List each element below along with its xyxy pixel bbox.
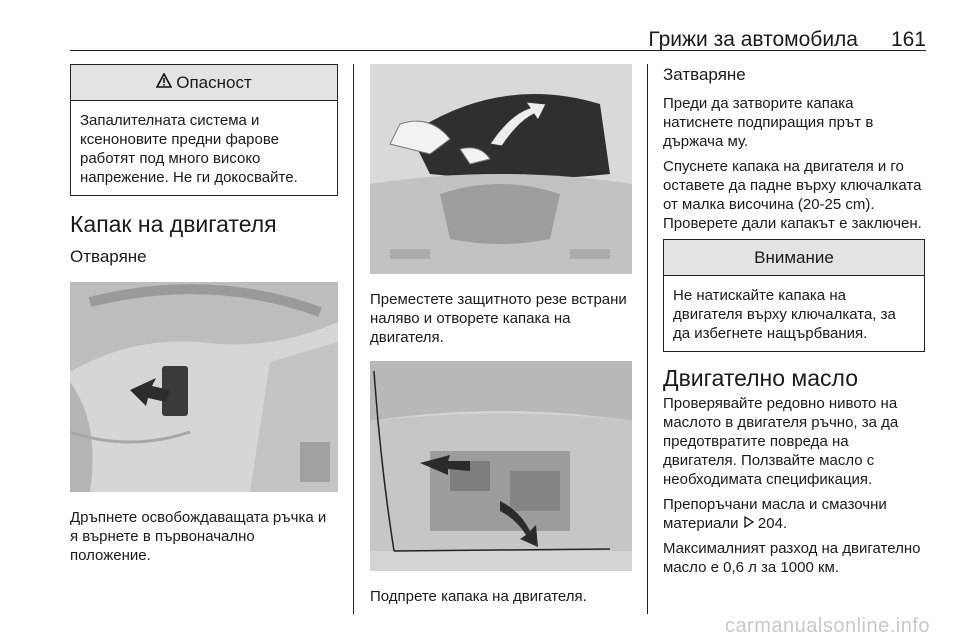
oil-page-reference[interactable]: 204. [757,515,788,532]
danger-box [70,64,338,196]
watermark: carmanualsonline.info [724,615,930,637]
closing-paragraph-1: Преди да затворите капака натиснете подпиращия прът в държача му. [663,95,874,150]
notice-title: Внимание [754,247,834,267]
hood-opening-illustration [370,64,632,274]
page-number: 161 [890,28,926,51]
caption-release-lever: Дръпнете освобождаващата ръчка и я върнете в първоначално положение. [70,509,327,564]
closing-paragraph-2: Спуснете капака на двигателя и го оставете да падне върху ключалката от малка височина (20-25 cm). Проверете дали капакът е заключен. [663,158,922,232]
caption-support-hood: Подпрете капака на двигателя. [370,588,587,605]
oil-paragraph-2-text: Препоръчани масла и смазочни материали [663,496,887,532]
page-reference-icon [743,514,754,533]
column-3 [663,64,925,577]
column-2 [370,64,632,606]
column-1 [70,64,338,565]
hood-support-illustration [370,361,632,571]
caption-open-hood: Преместете защитното резе встрани наляво и отворете капака на двигателя. [370,291,627,346]
notice-text: Не натискайте капака на двигателя върху ключалката, за да избегнете нащърбвания. [673,287,896,342]
page-header [70,14,926,51]
oil-paragraph-2 [663,495,925,533]
oil-paragraph-3: Максималният разход на двигателно масло е 0,6 л за 1000 км. [663,540,921,576]
column-divider [353,64,354,614]
danger-text: Запалителната система и ксеноновите предни фарове работят под много високо напрежение. Не ги докосвайте. [80,112,298,186]
oil-paragraph-1: Проверявайте редовно нивото на маслото в двигателя ръчно, за да предотвратите повреда на двигателя. Ползвайте масло с необходимата спецификация. [663,395,899,488]
notice-box [663,239,925,352]
notice-box-header [664,240,924,276]
release-lever-illustration [70,282,338,492]
danger-box-header [71,65,337,101]
subheading-closing: Затваряне [663,65,746,84]
column-divider [647,64,648,614]
subheading-opening: Отваряне [70,247,147,266]
warning-triangle-icon [156,73,172,92]
section-heading: Капак на двигателя [70,211,277,237]
page-title: Грижи за автомобила [648,28,858,51]
danger-title: Опасност [176,72,252,92]
section-heading-engine-oil: Двигателно масло [663,365,858,391]
